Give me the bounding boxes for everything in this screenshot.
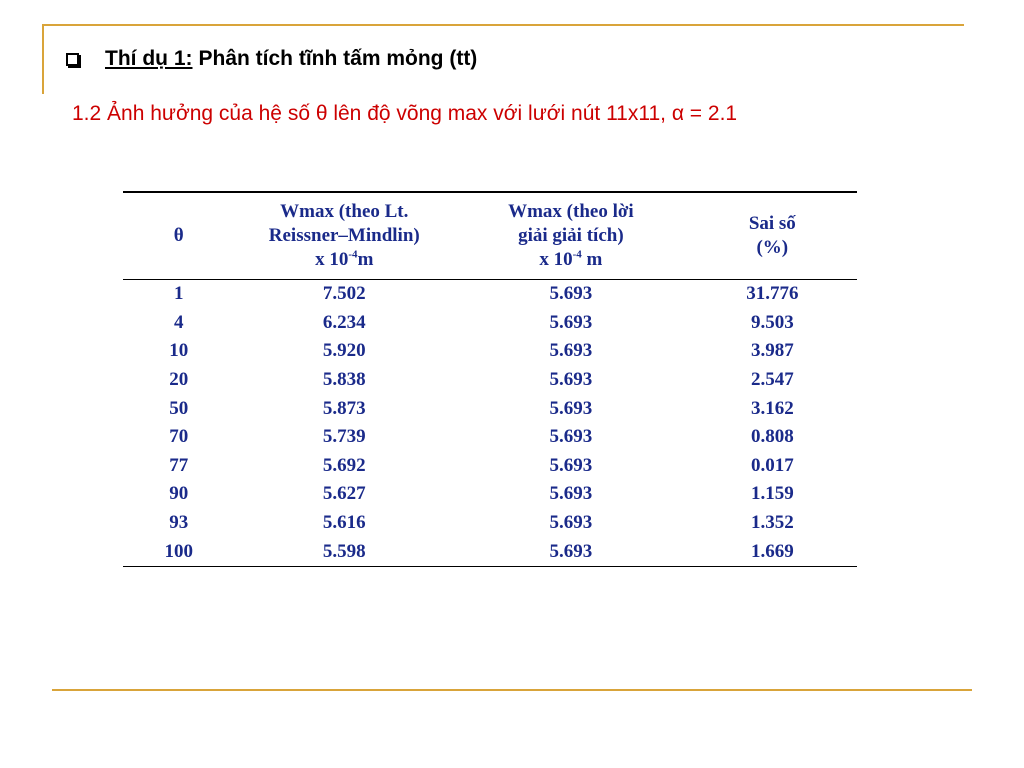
header-unit-prefix: x 10 <box>539 249 573 270</box>
header-wmax-analytic-line2: giải giải tích) <box>518 225 624 246</box>
table-row <box>123 366 857 395</box>
cell-error: 0.017 <box>750 454 794 476</box>
table-header-row <box>123 192 857 280</box>
cell-theta: 77 <box>169 454 189 476</box>
cell-wmax-reissner: 5.920 <box>322 340 366 362</box>
cell-theta: 10 <box>169 340 189 362</box>
header-wmax-reissner <box>234 192 454 280</box>
cell-wmax-reissner: 5.616 <box>322 512 366 534</box>
cell-error: 1.669 <box>688 537 857 566</box>
cell-error: 3.987 <box>750 340 794 362</box>
cell-wmax-reissner: 7.502 <box>322 283 366 305</box>
cell-wmax-analytic: 5.693 <box>549 340 593 362</box>
slide-title <box>66 44 477 74</box>
header-theta: θ <box>123 192 234 280</box>
header-wmax-analytic-line1: Wmax (theo lời <box>508 201 634 222</box>
title-text: Phân tích tĩnh tấm mỏng (tt) <box>198 47 478 70</box>
header-error-percent <box>688 192 857 280</box>
header-unit-suffix: m <box>357 249 374 270</box>
header-wmax-reissner-line1: Wmax (theo Lt. <box>280 201 409 222</box>
cell-theta: 100 <box>123 537 234 566</box>
cell-wmax-reissner: 5.692 <box>322 454 366 476</box>
left-accent-line <box>42 24 44 94</box>
cell-wmax-analytic: 5.693 <box>454 537 688 566</box>
header-unit-exponent: -4 <box>348 248 358 261</box>
table-row <box>123 480 857 509</box>
header-wmax-reissner-line3 <box>236 248 452 272</box>
table-row <box>123 309 857 338</box>
cell-wmax-analytic: 5.693 <box>549 397 593 419</box>
cell-theta: 70 <box>169 426 189 448</box>
cell-error: 31.776 <box>746 283 799 305</box>
header-unit-exponent: -4 <box>572 248 582 261</box>
cell-theta: 93 <box>169 512 189 534</box>
header-unit-prefix: x 10 <box>315 249 349 270</box>
cell-wmax-reissner: 5.739 <box>322 426 366 448</box>
table-row <box>123 452 857 481</box>
cell-error: 9.503 <box>750 311 794 333</box>
table-row <box>123 509 857 538</box>
cell-error: 1.159 <box>750 483 794 505</box>
cell-wmax-analytic: 5.693 <box>549 369 593 391</box>
slide-subtitle: 1.2 Ảnh hưởng của hệ số θ lên độ võng max với lưới nút 11x11, α = 2.1 <box>72 102 738 125</box>
cell-wmax-analytic: 5.693 <box>549 283 593 305</box>
cell-error: 1.352 <box>750 512 794 534</box>
cell-wmax-reissner: 5.627 <box>322 483 366 505</box>
header-error-line1: Sai số <box>748 213 796 234</box>
cell-wmax-analytic: 5.693 <box>549 426 593 448</box>
cell-wmax-reissner: 6.234 <box>322 311 366 333</box>
results-table-container <box>123 191 857 567</box>
checkbox-bullet-icon <box>66 53 79 66</box>
header-error-line2: (%) <box>756 237 789 258</box>
cell-wmax-reissner: 5.838 <box>322 369 366 391</box>
header-wmax-analytic-line3 <box>456 248 686 272</box>
cell-theta: 4 <box>173 311 184 333</box>
cell-wmax-reissner: 5.873 <box>322 397 366 419</box>
cell-theta: 1 <box>173 283 184 305</box>
table-row <box>123 423 857 452</box>
cell-theta: 20 <box>169 369 189 391</box>
table-row <box>123 337 857 366</box>
cell-theta: 50 <box>169 397 189 419</box>
cell-wmax-analytic: 5.693 <box>549 483 593 505</box>
header-unit-suffix: m <box>581 249 603 270</box>
bottom-accent-line <box>52 689 972 691</box>
cell-error: 0.808 <box>750 426 794 448</box>
cell-wmax-analytic: 5.693 <box>549 454 593 476</box>
results-table <box>123 191 857 567</box>
table-row <box>123 537 857 566</box>
cell-error: 2.547 <box>750 369 794 391</box>
cell-wmax-reissner: 5.598 <box>234 537 454 566</box>
title-label: Thí dụ 1: <box>105 47 193 70</box>
top-accent-line <box>42 24 964 26</box>
table-row <box>123 280 857 309</box>
cell-wmax-analytic: 5.693 <box>549 311 593 333</box>
cell-theta: 90 <box>169 483 189 505</box>
table-body <box>123 280 857 567</box>
cell-error: 3.162 <box>750 397 794 419</box>
header-wmax-reissner-line2: Reissner–Mindlin) <box>268 225 420 246</box>
header-wmax-analytic <box>454 192 688 280</box>
cell-wmax-analytic: 5.693 <box>549 512 593 534</box>
table-row <box>123 394 857 423</box>
